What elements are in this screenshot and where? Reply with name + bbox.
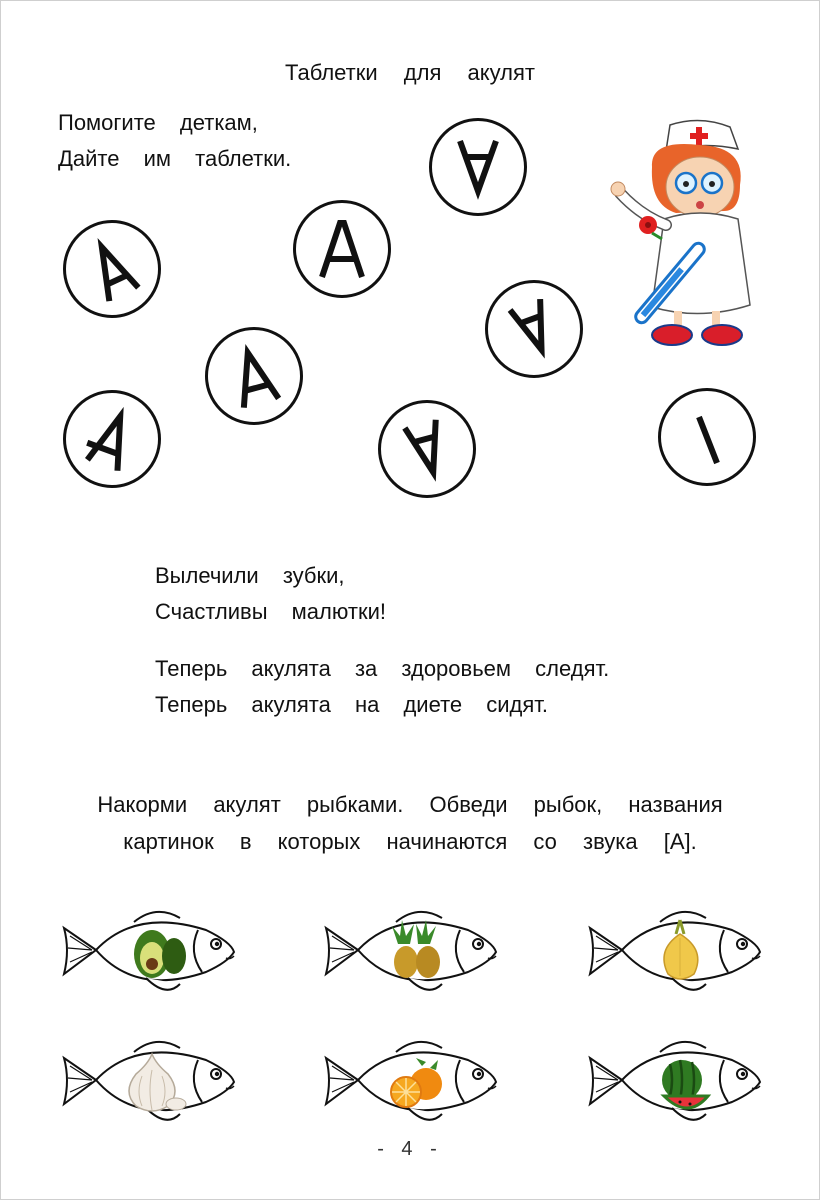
letter-a-icon — [66, 393, 158, 485]
fish-watermelon[interactable] — [582, 1030, 762, 1130]
pill-circle[interactable] — [63, 390, 161, 488]
poem-line: Вылечили зубки, — [155, 563, 345, 588]
fish-garlic[interactable] — [56, 1030, 236, 1130]
poem-line: Теперь акулята за здоровьем следят. — [155, 656, 610, 681]
pill-circle[interactable] — [378, 400, 476, 498]
pill-circle[interactable] — [485, 280, 583, 378]
pill-circle[interactable] — [63, 220, 161, 318]
poem-line: Дайте им таблетки. — [58, 146, 292, 171]
letter-a-icon — [296, 203, 388, 295]
poem-line: Помогите деткам, — [58, 110, 258, 135]
pill-circle[interactable] — [429, 118, 527, 216]
poem-line: Счастливы малютки! — [155, 599, 386, 624]
fish-onion[interactable] — [582, 900, 762, 1000]
fish-orange[interactable] — [318, 1030, 498, 1130]
letter-a-icon — [381, 403, 473, 495]
poem-line: Теперь акулята на диете сидят. — [155, 692, 549, 717]
pill-circle[interactable] — [205, 327, 303, 425]
instruction-line: картинок в которых начинаются со звука [А]. — [123, 829, 697, 854]
page-title: Таблетки для акулят — [285, 60, 535, 85]
letter-a-icon — [488, 283, 580, 375]
nurse-illustration — [600, 115, 770, 355]
instruction-line: Накорми акулят рыбками. Обведи рыбок, названия — [97, 792, 723, 817]
pill-circle[interactable] — [658, 388, 756, 486]
letter-a-icon — [66, 223, 158, 315]
letter-a-icon — [432, 121, 524, 213]
pill-circle[interactable] — [293, 200, 391, 298]
page-number: - 4 - — [377, 1138, 443, 1160]
fish-pineapple[interactable] — [318, 900, 498, 1000]
letter-a-icon — [208, 330, 300, 422]
letter-a-icon — [661, 391, 753, 483]
fish-avocado[interactable] — [56, 900, 236, 1000]
